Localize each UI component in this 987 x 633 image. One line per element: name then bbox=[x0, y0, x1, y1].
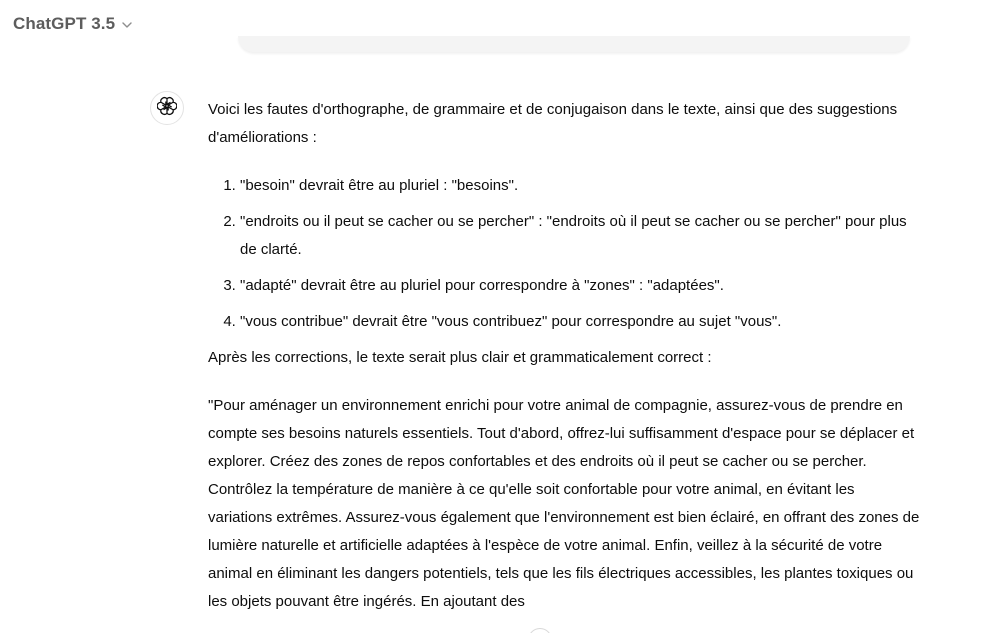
list-item: 1. "besoin" devrait être au pluriel : "besoins". bbox=[240, 172, 920, 200]
model-selector[interactable] bbox=[11, 12, 135, 36]
corrected-text: "Pour aménager un environnement enrichi pour votre animal de compagnie, assurez-vous de prendre en compte ses besoins naturels essentiels. Tout d'abord, offrez-lui suffisamment d'espace pour se déplacer et explorer. Créez des zones de repos confortables et des endroits où il peut se cacher ou se percher. Contrôlez la température de manière à ce qu'elle soit confortable pour votre animal, en évitant les variations extrêmes. Assurez-vous également que l'environnement est bien éclairé, en offrant des zones de lumière naturelle et artificielle adaptées à l'espèce de votre animal. Enfin, veillez à la sécurité de votre animal en éliminant les dangers potentiels, tels que les fils électriques accessibles, les plantes toxiques ou les objets pouvant être ingérés. En ajoutant des bbox=[208, 397, 920, 610]
assistant-message bbox=[208, 96, 920, 616]
list-item: 4. "vous contribue" devrait être "vous contribuez" pour correspondre au sujet "vous". bbox=[240, 308, 920, 336]
scroll-down-button[interactable] bbox=[528, 628, 552, 633]
list-item: 2. "endroits ou il peut se cacher ou se percher" : "endroits où il peut se cacher ou se percher" pour plus de clarté. bbox=[240, 208, 920, 264]
assistant-avatar bbox=[150, 91, 184, 125]
previous-user-message-bubble bbox=[238, 36, 910, 52]
chevron-down-icon bbox=[121, 18, 133, 30]
message-intro: Voici les fautes d'orthographe, de grammaire et de conjugaison dans le texte, ainsi que des suggestions d'améliorations : bbox=[208, 101, 898, 146]
corrections-list bbox=[208, 172, 920, 336]
openai-logo-icon bbox=[157, 96, 177, 121]
list-item: 3. "adapté" devrait être au pluriel pour correspondre à "zones" : "adaptées". bbox=[240, 272, 920, 300]
after-corrections-text: Après les corrections, le texte serait plus clair et grammaticalement correct : bbox=[208, 349, 712, 366]
model-name: ChatGPT 3.5 bbox=[13, 14, 116, 33]
